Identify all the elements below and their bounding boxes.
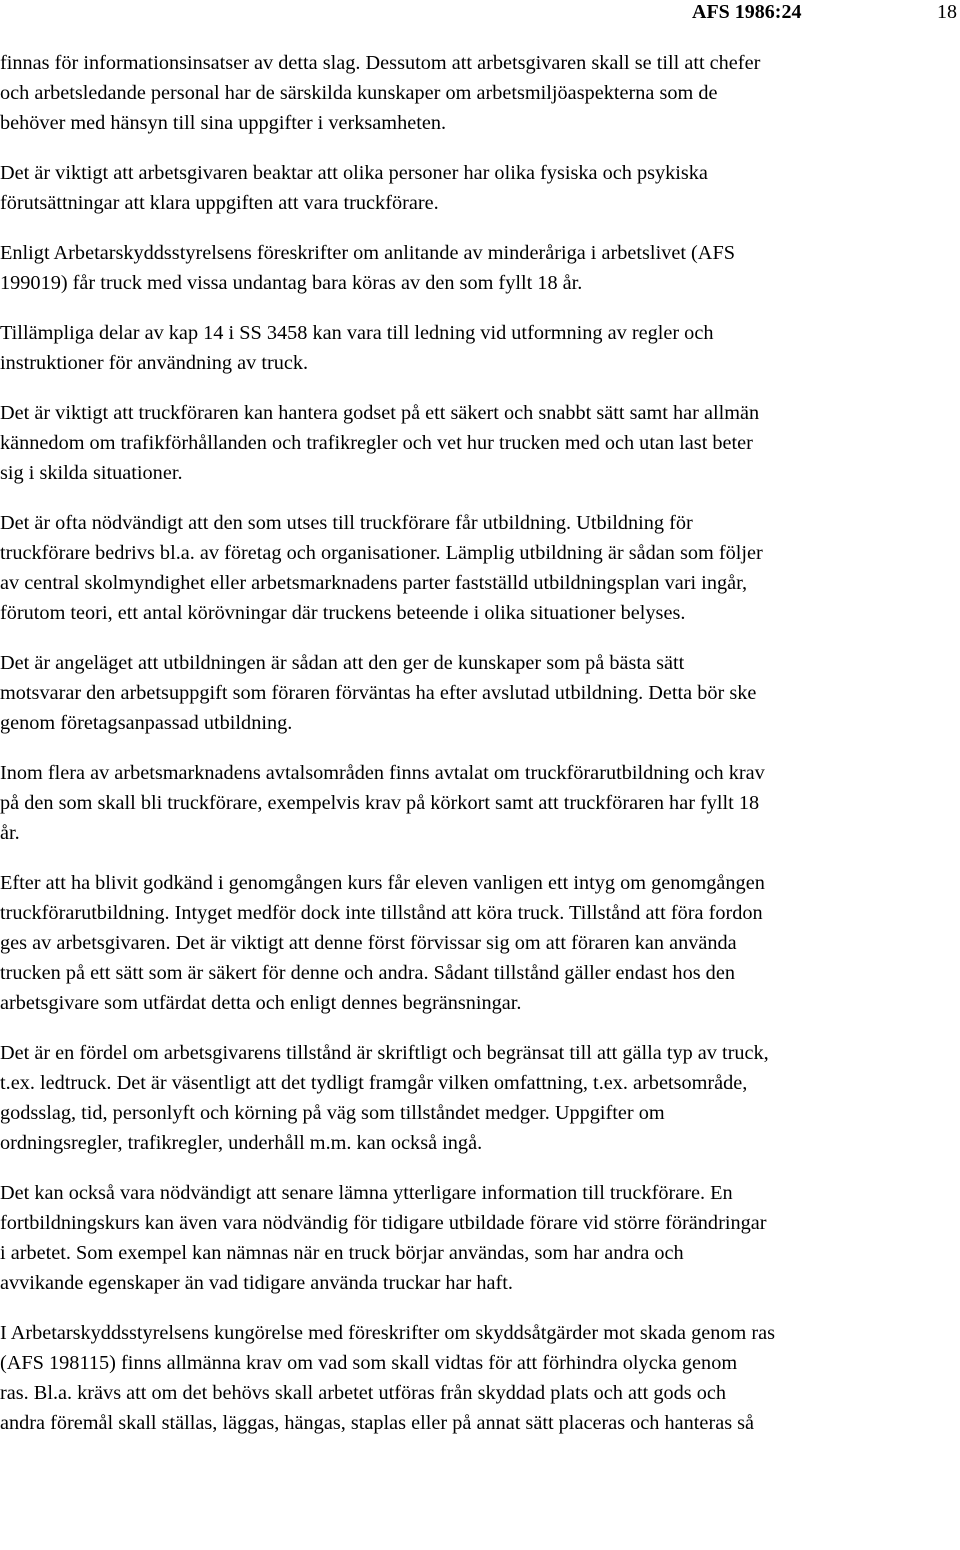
- paragraph-collective-agreements: [0, 758, 958, 848]
- page-header: [0, 0, 960, 30]
- text-line: avvikande egenskaper än vad tidigare använda truckar har haft.: [0, 1272, 513, 1294]
- text-line: arbetsgivare som utfärdat detta och enligt dennes begränsningar.: [0, 992, 522, 1014]
- text-line: Det kan också vara nödvändigt att senare lämna ytterligare information till truckförare. En: [0, 1182, 733, 1204]
- text-line: I Arbetarskyddsstyrelsens kungörelse med föreskrifter om skyddsåtgärder mot skada genom ras: [0, 1322, 775, 1344]
- text-line: trucken på ett sätt som är säkert för denne och andra. Sådant tillstånd gäller endast hos den: [0, 962, 735, 984]
- document-body: [0, 48, 958, 1458]
- text-line: andra föremål skall ställas, läggas, hängas, staplas eller på annat sätt placeras och hanteras så: [0, 1412, 755, 1434]
- document-reference: AFS 1986:24: [692, 1, 802, 23]
- text-line: genom företagsanpassad utbildning.: [0, 712, 293, 734]
- text-line: Det är ofta nödvändigt att den som utses till truckförare får utbildning. Utbildning för: [0, 512, 693, 534]
- text-line: sig i skilda situationer.: [0, 462, 183, 484]
- paragraph-continued-intro: [0, 48, 958, 138]
- text-line: ras. Bl.a. krävs att om det behövs skall arbetet utföras från skyddad plats och att gods och: [0, 1382, 726, 1404]
- text-line: behöver med hänsyn till sina uppgifter i verksamheten.: [0, 112, 447, 134]
- text-line: kännedom om trafikförhållanden och trafikregler och vet hur trucken med och utan last beter: [0, 432, 753, 454]
- paragraph-collapse-protection: [0, 1318, 958, 1438]
- text-line: 199019) får truck med vissa undantag bara köras av den som fyllt 18 år.: [0, 272, 583, 294]
- text-line: förutom teori, ett antal körövningar där truckens beteende i olika situationer belyses.: [0, 602, 686, 624]
- page-number: 18: [937, 1, 957, 23]
- text-line: Det är en fördel om arbetsgivarens tillstånd är skriftligt och begränsat till att gälla typ av truck,: [0, 1042, 769, 1064]
- paragraph-certificate: [0, 868, 958, 1018]
- text-line: ges av arbetsgivaren. Det är viktigt att denne först förvissar sig om att föraren kan använda: [0, 932, 737, 954]
- text-line: instruktioner för användning av truck.: [0, 352, 309, 374]
- text-line: (AFS 198115) finns allmänna krav om vad som skall vidtas för att förhindra olycka genom: [0, 1352, 738, 1374]
- paragraph-ss3458: [0, 318, 958, 378]
- text-line: fortbildningskurs kan även vara nödvändig för tidigare utbildade förare vid större förändringar: [0, 1212, 767, 1234]
- text-line: Det är viktigt att arbetsgivaren beaktar att olika personer har olika fysiska och psykiska: [0, 162, 708, 184]
- text-line: motsvarar den arbetsuppgift som föraren förväntas ha efter avslutad utbildning. Detta bör ske: [0, 682, 757, 704]
- text-line: på den som skall bli truckförare, exempelvis krav på körkort samt att truckföraren har fyllt 18: [0, 792, 760, 814]
- text-line: Tillämpliga delar av kap 14 i SS 3458 kan vara till ledning vid utformning av regler och: [0, 322, 714, 344]
- paragraph-goods-handling: [0, 398, 958, 488]
- text-line: Inom flera av arbetsmarknadens avtalsområden finns avtalat om truckförarutbildning och krav: [0, 762, 765, 784]
- text-line: truckförare bedrivs bl.a. av företag och organisationer. Lämplig utbildning är sådan som följer: [0, 542, 763, 564]
- text-line: och arbetsledande personal har de särskilda kunskaper om arbetsmiljöaspekterna som de: [0, 82, 718, 104]
- paragraph-training: [0, 508, 958, 628]
- text-line: av central skolmyndighet eller arbetsmarknadens parter fastställd utbildningsplan vari ingår,: [0, 572, 748, 594]
- text-line: Enligt Arbetarskyddsstyrelsens föreskrifter om anlitande av minderåriga i arbetslivet (AFS: [0, 242, 736, 264]
- text-line: t.ex. ledtruck. Det är väsentligt att det tydligt framgår vilken omfattning, t.ex. arbetsområde,: [0, 1072, 748, 1094]
- text-line: förutsättningar att klara uppgiften att vara truckförare.: [0, 192, 439, 214]
- text-line: godsslag, tid, personlyft och körning på väg som tillståndet medger. Uppgifter om: [0, 1102, 665, 1124]
- text-line: ordningsregler, trafikregler, underhåll m.m. kan också ingå.: [0, 1132, 483, 1154]
- text-line: truckförarutbildning. Intyget medför dock inte tillstånd att köra truck. Tillstånd att föra fordon: [0, 902, 763, 924]
- text-line: Det är angeläget att utbildningen är sådan att den ger de kunskaper som på bästa sätt: [0, 652, 685, 674]
- paragraph-further-training: [0, 1178, 958, 1298]
- text-line: Det är viktigt att truckföraren kan hantera godset på ett säkert och snabbt sätt samt har allmän: [0, 402, 760, 424]
- text-line: år.: [0, 822, 20, 844]
- text-line: finnas för informationsinsatser av detta slag. Dessutom att arbetsgivaren skall se till att chefer: [0, 52, 761, 74]
- text-line: Efter att ha blivit godkänd i genomgången kurs får eleven vanligen ett intyg om genomgången: [0, 872, 765, 894]
- paragraph-training-content: [0, 648, 958, 738]
- paragraph-employee-conditions: [0, 158, 958, 218]
- paragraph-minor-regulations: [0, 238, 958, 298]
- paragraph-written-permit: [0, 1038, 958, 1158]
- text-line: i arbetet. Som exempel kan nämnas när en truck börjar användas, som har andra och: [0, 1242, 684, 1264]
